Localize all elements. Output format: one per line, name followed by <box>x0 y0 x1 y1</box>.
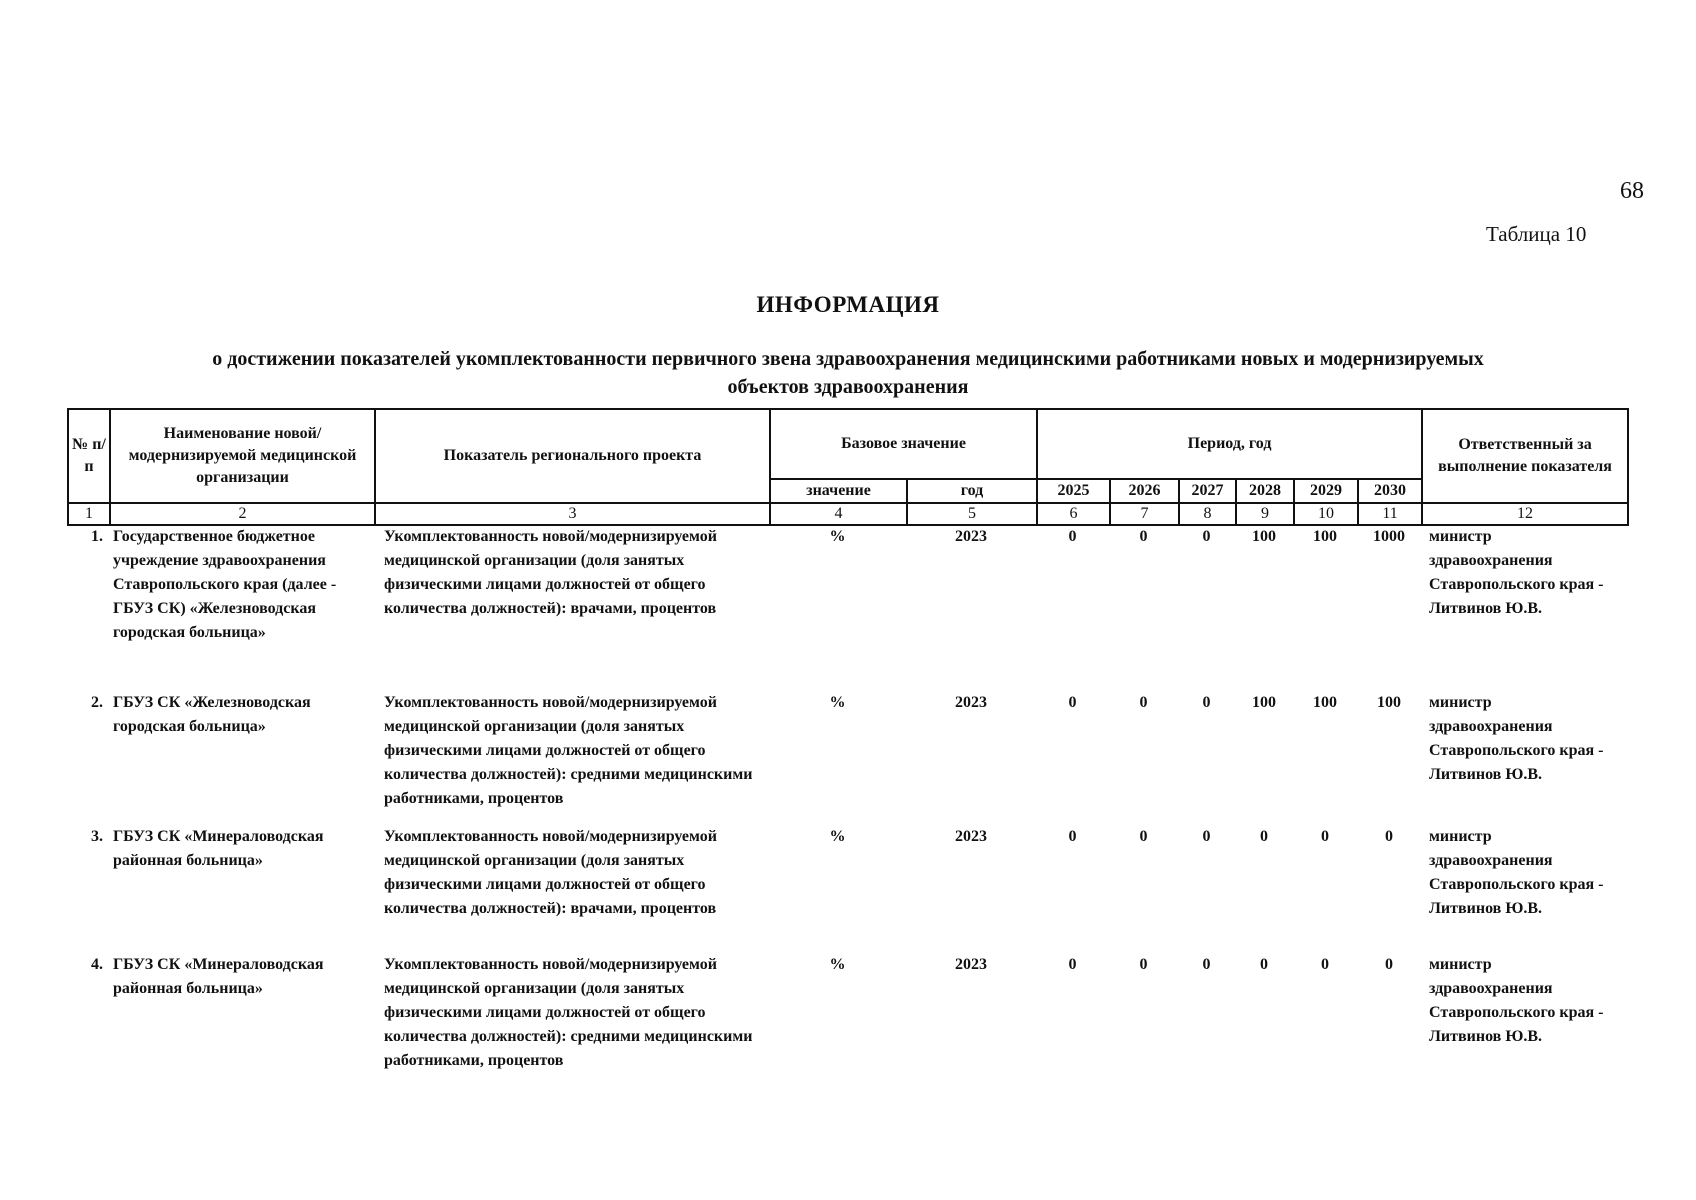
table-body <box>67 525 1627 1083</box>
header-num: № п/п <box>68 409 110 503</box>
responsible-line: министр <box>1429 828 1492 845</box>
responsible-line: Литвинов Ю.В. <box>1429 600 1543 617</box>
header-year: 2026 <box>1110 479 1179 503</box>
responsible-person <box>1421 525 1627 691</box>
header-indicator: Показатель регионального проекта <box>375 409 770 503</box>
column-number: 5 <box>907 503 1037 525</box>
base-year: 2023 <box>955 956 987 973</box>
responsible-line: Ставропольского края - <box>1429 1004 1604 1021</box>
indicator: Укомплектованность новой/модернизируемой медицинской организации (доля занятых физическими лицами должностей от общего количества должностей): средними медицинскими работниками, процентов <box>384 694 753 807</box>
column-number-row <box>68 503 1628 525</box>
organization-name: ГБУЗ СК «Минераловодская районная больница» <box>113 828 324 869</box>
row-number: 2. <box>91 694 103 711</box>
base-value-unit: % <box>829 528 846 545</box>
header-base-value: Базовое значение <box>770 409 1037 479</box>
responsible-line: министр <box>1429 694 1492 711</box>
responsible-line: здравоохранения <box>1429 852 1553 869</box>
value-2030: 1000 <box>1373 528 1405 545</box>
base-year: 2023 <box>955 694 987 711</box>
value-2028: 0 <box>1260 828 1268 845</box>
base-year: 2023 <box>955 828 987 845</box>
column-number: 12 <box>1422 503 1628 525</box>
base-value-unit: % <box>829 956 846 973</box>
header-year: 2028 <box>1236 479 1294 503</box>
responsible-line: Литвинов Ю.В. <box>1429 900 1543 917</box>
value-2029: 100 <box>1313 694 1337 711</box>
responsible-person <box>1421 825 1627 953</box>
column-number: 1 <box>68 503 110 525</box>
indicator: Укомплектованность новой/модернизируемой медицинской организации (доля занятых физическими лицами должностей от общего количества должностей): врачами, процентов <box>384 828 717 917</box>
indicator: Укомплектованность новой/модернизируемой медицинской организации (доля занятых физическими лицами должностей от общего количества должностей): средними медицинскими работниками, процентов <box>384 956 753 1069</box>
responsible-line: Ставропольского края - <box>1429 576 1604 593</box>
column-number: 2 <box>110 503 375 525</box>
column-number: 6 <box>1037 503 1110 525</box>
column-number: 9 <box>1236 503 1294 525</box>
document-title: ИНФОРМАЦИЯ <box>756 292 940 317</box>
header-year: 2030 <box>1358 479 1422 503</box>
responsible-line: здравоохранения <box>1429 718 1553 735</box>
organization-name: Государственное бюджетное учреждение здравоохранения Ставропольского края (далее - ГБУЗ СК) «Железноводская городская больница» <box>113 528 337 641</box>
value-2028: 100 <box>1252 528 1276 545</box>
responsible-line: министр <box>1429 528 1492 545</box>
value-2030: 0 <box>1385 828 1393 845</box>
column-number: 4 <box>770 503 907 525</box>
value-2027: 0 <box>1202 828 1211 845</box>
header-base-value-value: значение <box>770 479 907 503</box>
organization-name: ГБУЗ СК «Минераловодская районная больница» <box>113 956 324 997</box>
table-header <box>67 408 1629 526</box>
column-number: 10 <box>1294 503 1358 525</box>
responsible-line: здравоохранения <box>1429 552 1553 569</box>
table-label: Таблица 10 <box>1486 222 1587 246</box>
subtitle-line-2: объектов здравоохранения <box>727 376 969 398</box>
value-2029: 0 <box>1321 828 1329 845</box>
value-2025: 0 <box>1068 828 1077 845</box>
value-2025: 0 <box>1068 528 1077 545</box>
responsible-line: министр <box>1429 956 1492 973</box>
header-year: 2025 <box>1037 479 1110 503</box>
column-number: 8 <box>1179 503 1236 525</box>
responsible-line: Ставропольского края - <box>1429 876 1604 893</box>
value-2028: 100 <box>1252 694 1276 711</box>
value-2026: 0 <box>1139 694 1148 711</box>
row-number: 1. <box>91 528 103 545</box>
responsible-line: Ставропольского края - <box>1429 742 1604 759</box>
document-subtitle <box>120 345 1576 401</box>
responsible-line: здравоохранения <box>1429 980 1553 997</box>
table-row <box>67 953 1627 1083</box>
organization-name: ГБУЗ СК «Железноводская городская больница» <box>113 694 311 735</box>
header-year: 2027 <box>1179 479 1236 503</box>
table-row <box>67 825 1627 953</box>
value-2026: 0 <box>1139 528 1148 545</box>
value-2029: 0 <box>1321 956 1329 973</box>
table-row <box>67 525 1627 691</box>
base-value-unit: % <box>829 694 846 711</box>
header-period: Период, год <box>1037 409 1422 479</box>
responsible-person <box>1421 691 1627 825</box>
table-row <box>67 691 1627 825</box>
header-organization-name: Наименование новой/модернизируемой медицинской организации <box>110 409 375 503</box>
value-2030: 0 <box>1385 956 1393 973</box>
value-2026: 0 <box>1139 956 1148 973</box>
value-2030: 100 <box>1377 694 1401 711</box>
subtitle-line-1: о достижении показателей укомплектованности первичного звена здравоохранения медицинскими работниками новых и модернизируемых <box>212 348 1484 370</box>
column-number: 3 <box>375 503 770 525</box>
responsible-line: Литвинов Ю.В. <box>1429 1028 1543 1045</box>
base-year: 2023 <box>955 528 987 545</box>
base-value-unit: % <box>829 828 846 845</box>
value-2025: 0 <box>1068 694 1077 711</box>
value-2029: 100 <box>1313 528 1337 545</box>
value-2025: 0 <box>1068 956 1077 973</box>
value-2028: 0 <box>1260 956 1268 973</box>
header-base-value-year: год <box>907 479 1037 503</box>
value-2027: 0 <box>1202 528 1211 545</box>
indicator: Укомплектованность новой/модернизируемой медицинской организации (доля занятых физическими лицами должностей от общего количества должностей): врачами, процентов <box>384 528 717 617</box>
page-number: 68 <box>1620 178 1644 204</box>
row-number: 4. <box>91 956 103 973</box>
value-2026: 0 <box>1139 828 1148 845</box>
responsible-line: Литвинов Ю.В. <box>1429 766 1543 783</box>
responsible-person <box>1421 953 1627 1083</box>
row-number: 3. <box>91 828 103 845</box>
header-responsible: Ответственный за выполнение показателя <box>1422 409 1628 503</box>
column-number: 7 <box>1110 503 1179 525</box>
header-year: 2029 <box>1294 479 1358 503</box>
value-2027: 0 <box>1202 694 1211 711</box>
value-2027: 0 <box>1202 956 1211 973</box>
column-number: 11 <box>1358 503 1422 525</box>
